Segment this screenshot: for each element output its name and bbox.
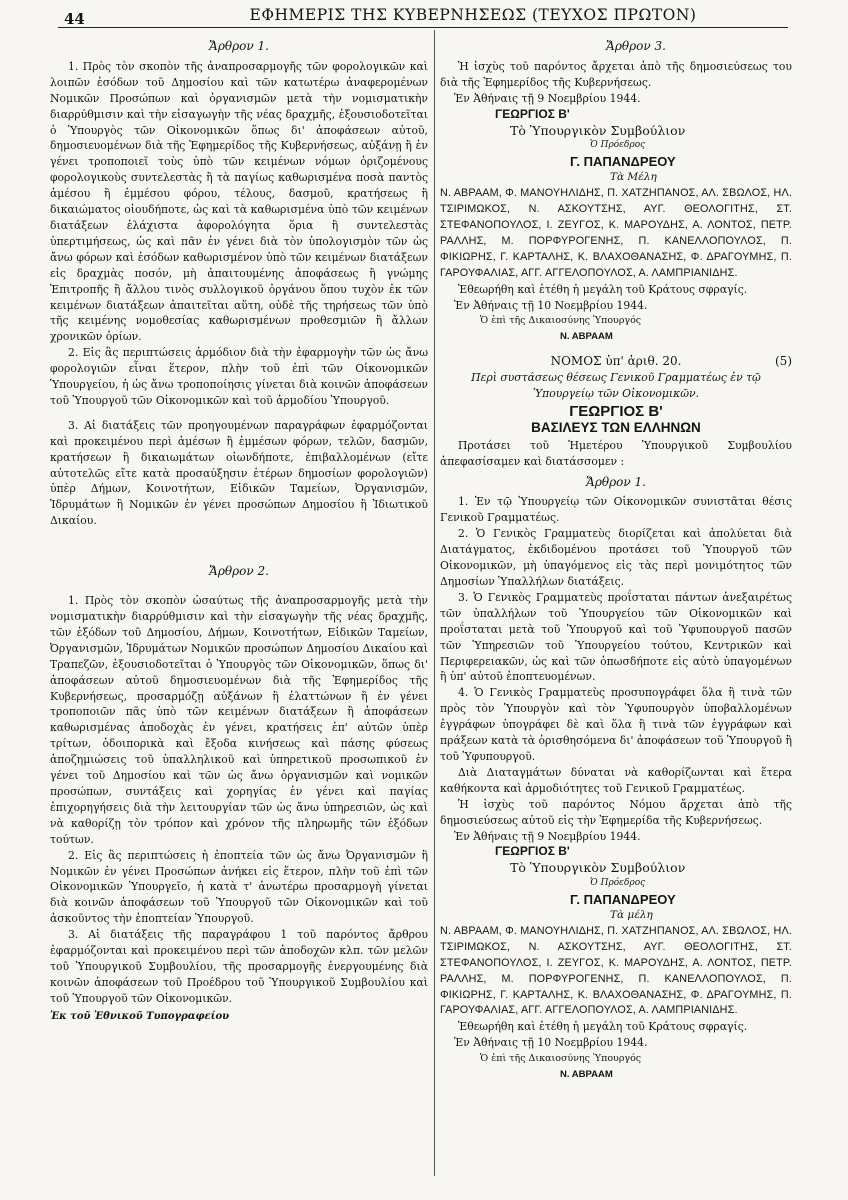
law-paragraph-3: 3. Ὁ Γενικὸς Γραμματεὺς προΐσταται πάντων ἀνεξαιρέτως τῶν ὑπαλλήλων τοῦ Ὑπουργείου τῶν Οἰκονομικῶν καὶ προΐσταται μετὰ τοῦ Ὑπουργοῦ καὶ τοῦ Ὑφυπουργοῦ πασῶν τῶν Ὑπηρεσιῶν τοῦ Ὑπουργείου τούτου, Κεντρικῶν καὶ Περιφερειακῶν, ὡς καὶ τῶν ὁπωσδήποτε εἰς αὐτὸ ὑπαγομένων ἢ ὑπ' αὐτοῦ ἐποπτευομένων. [440, 590, 792, 684]
date-line: Ἐν Ἀθήναις τῇ 10 Νοεμβρίου 1944. [454, 1036, 648, 1050]
column-divider [434, 30, 435, 1176]
date-line: Ἐν Ἀθήναις τῇ 10 Νοεμβρίου 1944. [454, 298, 648, 312]
date-line: Ἐν Ἀθήναις τῇ 9 Νοεμβρίου 1944. [454, 829, 641, 843]
article-2-paragraph-1: 1. Πρὸς τὸν σκοπὸν ὡσαύτως τῆς ἀναπροσαρμογῆς μετὰ τὴν νομισματικὴν διαρρύθμισιν καὶ τὴν εἰσαγωγὴν τῆς νέας δραχμῆς, τῶν ἐξόδων τοῦ Δημοσίου, Δήμων, Κοινοτήτων, Εἰδικῶν Ταμείων, Ὀργανισμῶν, Ἱδρυμάτων Νομικῶν προσώπων Δημοσίου Δικαίου καὶ Τραπεζῶν, ἐξουσιοδοτεῖται ὁ Ὑπουργὸς τῶν Οἰκονομικῶν, ὅπως δι' ἀποφάσεων αὐτοῦ δημοσιευομένων διὰ τῆς Ἐφημερίδος τῆς Κυβερνήσεως, προσαρμόζῃ αὐξάνων ἢ ἐλαττώνων ἢ ἐν γένει τροποποιῶν πᾶς ὑπὸ τῶν κειμένων διατάξεων ἢ ἀποφάσεων καθωρισμένας ἀποδοχὰς ἐν γένει, κρατήσεις ἐπ' αὐτῶν ὑπὲρ τρίτων, ὁδοιπορικὰ καὶ ἔξοδα κινήσεως καὶ πάσης φύσεως ἀποζημιώσεις τοῦ ὑπαλληλικοῦ καὶ ὑπηρετικοῦ προσωπικοῦ ἐν γένει τοῦ Δημοσίου καὶ τῶν ὡς ἄνω ὀργανισμῶν καὶ νομικῶν προσώπων, συντάξεις καὶ χορηγίας ἐν γένει καὶ παγίας ἐπιχορηγήσεις διὰ τὴν λειτουργίαν τῶν ὡς ἄνω ὑπηρεσιῶν, ὡς καὶ νὰ καθορίζῃ τὸν τρόπον καὶ χρόνον τῆς πληρωμῆς τῶν ἐξόδων τούτων. [50, 594, 428, 846]
seal-note: Ἐθεωρήθη καὶ ἐτέθη ἡ μεγάλη τοῦ Κράτους σφραγίς. [458, 1020, 748, 1034]
law-paragraph-1: 1. Ἐν τῷ Ὑπουργείῳ τῶν Οἰκονομικῶν συνιστᾶται θέσις Γενικοῦ Γραμματέως. [440, 495, 792, 525]
council-title: Τὸ Ὑπουργικὸν Συμβούλιον [510, 122, 686, 138]
president-label: Ὁ Πρόεδρος [590, 140, 646, 151]
journal-title: ΕΦΗΜΕΡΙΣ ΤΗΣ ΚΥΒΕΡΝΗΣΕΩΣ (ΤΕΥΧΟΣ ΠΡΩΤΟΝ) [249, 6, 697, 24]
king-signature: ΓΕΩΡΓΙΟΣ Β' [495, 844, 570, 859]
margin-number: (5) [775, 354, 792, 369]
article-3-heading: Ἄρθρον 3. [606, 39, 666, 53]
justice-minister-signature: Ν. ΑΒΡΑΑΜ [560, 1069, 613, 1081]
article-2-heading: Ἄρθρον 2. [209, 564, 269, 579]
law-paragraph-2: 2. Ὁ Γενικὸς Γραμματεὺς διορίζεται καὶ ἀπολύεται διὰ Διατάγματος, ἐκδιδομένου προτάσει τοῦ Ὑπουργοῦ τῶν Οἰκονομικῶν, μὴ ὑπαγόμενος εἰς τὰς περὶ μονιμότητος τῶν Δημοσίων Ὑπαλλήλων διατάξεις. [440, 527, 792, 588]
law-article-1-heading: Ἄρθρον 1. [586, 474, 646, 489]
left-column [50, 34, 428, 1025]
king-name: ΓΕΩΡΓΙΟΣ Β' [569, 402, 663, 420]
article-2-paragraph-2: 2. Εἰς ἃς περιπτώσεις ἡ ἐποπτεία τῶν ὡς ἄνω Ὀργανισμῶν ἢ Νομικῶν ἐν γένει Προσώπων ἀνήκει εἰς ἕτερον, πλὴν τοῦ ἐπὶ τῶν Οἰκονομικῶν Ὑπουργεῖο, ἡ κατὰ τ' ἀνωτέρω προσαρμογὴ γίνεται διὰ κοινῶν ἀποφάσεων τοῦ Ὑπουργοῦ τῶν Οἰκονομικῶν καὶ τοῦ ἀσκοῦντος τὴν ἐποπτείαν Ὑπουργοῦ. [50, 848, 428, 926]
prime-minister-signature: Γ. ΠΑΠΑΝΔΡΕΟΥ [570, 154, 676, 170]
ministers-list: Ν. ΑΒΡΑΑΜ, Φ. ΜΑΝΟΥΗΛΙΔΗΣ, Π. ΧΑΤΖΗΠΑΝΟΣ, ΑΛ. ΣΒΩΛΟΣ, ΗΛ. ΤΣΙΡΙΜΩΚΟΣ, Ν. ΑΣΚΟΥΤΣΗΣ, ΑΥΓ. ΘΕΟΛΟΓΙΤΗΣ, ΣΤ. ΣΤΕΦΑΝΟΠΟΥΛΟΣ, Ι. ΖΕΥΓΟΣ, Κ. ΜΑΡΟΥΔΗΣ, Α. ΛΟΝΤΟΣ, ΠΕΤΡ. ΡΑΛΛΗΣ, Μ. ΠΟΡΦΥΡΟΓΕΝΗΣ, Π. ΚΑΝΕΛΛΟΠΟΥΛΟΣ, Π. ΦΙΚΙΩΡΗΣ, Γ. ΚΑΡΤΑΛΗΣ, Κ. ΒΛΑΧΟΘΑΝΑΣΗΣ, Φ. ΔΡΑΓΟΥΜΗΣ, Π. ΓΑΡΟΥΦΑΛΙΑΣ, ΑΓΓ. ΑΓΓΕΛΟΠΟΥΛΟΣ, Α. ΛΑΜΠΡΙΑΝΙΔΗΣ. [440, 187, 792, 279]
council-title: Τὸ Ὑπουργικὸν Συμβούλιον [510, 860, 686, 876]
members-label: Τὰ Μέλη [610, 171, 657, 184]
page-header [58, 4, 788, 28]
right-column [440, 34, 792, 1083]
article-2-paragraph-3: 3. Αἱ διατάξεις τῆς παραγράφου 1 τοῦ παρόντος ἄρθρου ἐφαρμόζονται καὶ προκειμένου περὶ τῶν ἀποδοχῶν κλπ. τῶν μελῶν τοῦ Ὑπουργικοῦ Συμβουλίου, τῆς προσαρμογῆς ἐνεργουμένης διὰ κοινῶν ἀποφάσεων τοῦ Προέδρου τοῦ Ὑπουργικοῦ Συμβουλίου καὶ τοῦ Ὑπουργοῦ τῶν Οἰκονομικῶν. [50, 928, 428, 1005]
printer-imprint: Ἐκ τοῦ Ἐθνικοῦ Τυπογραφείου [50, 1010, 230, 1022]
seal-note: Ἐθεωρήθη καὶ ἐτέθη ἡ μεγάλη τοῦ Κράτους σφραγίς. [458, 282, 748, 296]
date-line: Ἐν Ἀθήναις τῇ 9 Νοεμβρίου 1944. [454, 91, 641, 105]
king-title: ΒΑΣΙΛΕΥΣ ΤΩΝ ΕΛΛΗΝΩΝ [531, 419, 701, 435]
justice-minister-label: Ὁ ἐπὶ τῆς Δικαιοσύνης Ὑπουργός [480, 315, 642, 327]
law-paragraph-6: Ἡ ἰσχὺς τοῦ παρόντος Νόμου ἄρχεται ἀπὸ τῆς δημοσιεύσεως αὐτοῦ εἰς τὴν Ἐφημερίδα τῆς Κυβερνήσεως. [440, 797, 792, 827]
president-label: Ὁ Πρόεδρος [590, 878, 646, 889]
preamble: Προτάσει τοῦ Ἡμετέρου Ὑπουργικοῦ Συμβουλίου ἀπεφασίσαμεν καὶ διατάσσομεν : [440, 438, 792, 468]
king-signature: ΓΕΩΡΓΙΟΣ Β' [495, 106, 570, 121]
law-title-row [440, 354, 792, 370]
law-title: ΝΟΜΟΣ ὑπ' ἀριθ. 20. [550, 354, 682, 369]
ministers-list: Ν. ΑΒΡΑΑΜ, Φ. ΜΑΝΟΥΗΛΙΔΗΣ, Π. ΧΑΤΖΗΠΑΝΟΣ, ΑΛ. ΣΒΩΛΟΣ, ΗΛ. ΤΣΙΡΙΜΩΚΟΣ, Ν. ΑΣΚΟΥΤΣΗΣ, ΑΥΓ. ΘΕΟΛΟΓΙΤΗΣ, ΣΤ. ΣΤΕΦΑΝΟΠΟΥΛΟΣ, Ι. ΖΕΥΓΟΣ, Κ. ΜΑΡΟΥΔΗΣ, Α. ΛΟΝΤΟΣ, ΠΕΤΡ. ΡΑΛΛΗΣ, Μ. ΠΟΡΦΥΡΟΓΕΝΗΣ, Π. ΚΑΝΕΛΛΟΠΟΥΛΟΣ, Π. ΦΙΚΙΩΡΗΣ, Γ. ΚΑΡΤΑΛΗΣ, Κ. ΒΛΑΧΟΘΑΝΑΣΗΣ, Φ. ΔΡΑΓΟΥΜΗΣ, Π. ΓΑΡΟΥΦΑΛΙΑΣ, ΑΓΓ. ΑΓΓΕΛΟΠΟΥΛΟΣ, Α. ΛΑΜΠΡΙΑΝΙΔΗΣ. [440, 924, 792, 1017]
law-paragraph-5: Διὰ Διαταγμάτων δύναται νὰ καθορίζωνται καὶ ἕτερα καθήκοντα καὶ ἁρμοδιότητες τοῦ Γενικοῦ Γραμματέως. [440, 765, 792, 795]
justice-minister-label: Ὁ ἐπὶ τῆς Δικαιοσύνης Ὑπουργός [480, 1053, 642, 1065]
justice-minister-signature: Ν. ΑΒΡΑΑΜ [560, 331, 613, 343]
article-1-paragraph-2: 2. Εἰς ἃς περιπτώσεις ἁρμόδιον διὰ τὴν ἐφαρμογὴν τῶν ὡς ἄνω φορολογιῶν εἶναι ἕτερον, πλὴν τοῦ ἐπὶ τῶν Οἰκονομικῶν Ὑπουργείου, ἡ ὡς ἄνω τροποποίησις γίνεται διὰ κοινῶν ἀποφάσεων τοῦ Ὑπουργοῦ τῶν Οἰκονομικῶν καὶ τοῦ ἁρμοδίου Ὑπουργοῦ. [50, 346, 428, 407]
law-subject: Περὶ συστάσεως θέσεως Γενικοῦ Γραμματέως ἐν τῷ Ὑπουργείῳ τῶν Οἰκονομικῶν. [471, 371, 761, 401]
article-3-text: Ἡ ἰσχὺς τοῦ παρόντος ἄρχεται ἀπὸ τῆς δημοσιεύσεως του διὰ τῆς Ἐφημερίδος τῆς Κυβερνήσεως. [440, 59, 792, 89]
members-label: Τὰ μέλη [610, 909, 653, 922]
prime-minister-signature: Γ. ΠΑΠΑΝΔΡΕΟΥ [570, 892, 676, 908]
article-1-heading: Ἄρθρον 1. [209, 39, 269, 53]
page-number: 44 [64, 10, 85, 28]
article-1-paragraph-1: 1. Πρὸς τὸν σκοπὸν τῆς ἀναπροσαρμογῆς τῶν φορολογικῶν καὶ λοιπῶν ἐσόδων τοῦ Δημοσίου καὶ τῶν κατωτέρω ἀναφερομένων Νομικῶν Προσώπων καὶ ὀργανισμῶν μετὰ τὴν νομισματικὴν διαρρύθμισιν καὶ τὴν εἰσαγωγὴν τῆς νέας δραχμῆς, ἐξουσιοδοτεῖται ὁ Ὑπουργὸς τῶν Οἰκονομικῶν ὅπως δι' ἀποφάσεων αὐτοῦ, δημοσιευομένων διὰ τῆς Ἐφημερίδος τῆς Κυβερνήσεως, αὐξάνῃ ἢ ἐν γένει τροποποιεῖ τοὺς ὑπὸ τῶν κειμένων νόμων ὁριζομένους φορολογικοὺς συντελεστὰς ἢ τὰ παγίως καθωρισμένα ποσὰ παντὸς ἀμέσου ἢ ἐμμέσου φόρου, τέλους, δασμοῦ, κρατήσεως ἢ δικαιώματος οἱουδήποτε, ὡς καὶ τὰ καθωρισμένα ὑπὸ τῶν κειμένων διατάξεων ἐλάχιστα ἀφορολόγητα ὅρια ἢ συντελεστὰς ὑπερτιμήσεως, ὡς καὶ πᾶν ἐν γένει διὰ τὸν ὑπολογισμὸν τῶν ὡς ἄνω φόρων καὶ ἐσόδων καθωρισμένον ὑπὸ τῶν κειμένων διατάξεων εἰς δραχμὰς ποσόν, μὴ ἀπαιτουμένης ἀποφάσεως ἢ γνώμης Ἐπιτροπῆς ἢ ἄλλου τινὸς συλλογικοῦ ὀργάνου ὅπου τυχὸν ἐκ τῶν κειμένων διατάξεων ἀπαιτεῖται αὕτη, οὐδὲ τῆς τηρήσεως τῶν ὑπὸ τῆς κειμένης νομοθεσίας καθωρισμένων προθεσμιῶν ἢ ἄλλων χρονικῶν ὁρίων. [50, 59, 428, 344]
article-1-paragraph-3: 3. Αἱ διατάξεις τῶν προηγουμένων παραγράφων ἐφαρμόζονται καὶ προκειμένου περὶ ἀμέσων ἢ ἐμμέσων φόρων, τελῶν, δασμῶν, κρατήσεων ἢ δικαιωμάτων οἱωνδήποτε, ἐπιβαλλομένων (εἴτε αὐτοτελῶς εἴτε κατὰ προσαύξησιν ἑτέρων δημοσίων φορολογιῶν) ὑπὲρ Δήμων, Κοινοτήτων, Εἰδικῶν Ταμείων, Ὀργανισμῶν, Ἱδρυμάτων ἢ Νομικῶν ἐν γένει προσώπων Δημοσίου ἢ Ἰδιωτικοῦ Δικαίου. [50, 418, 428, 528]
law-paragraph-4: 4. Ὁ Γενικὸς Γραμματεὺς προσυπογράφει ὅλα ἢ τινὰ τῶν πρὸς τὸν Ὑπουργὸν καὶ τὸν Ὑφυπουργὸν ὑποβαλλομένων ἐγγράφων ὑπογράφει δὲ καὶ ὅλα ἢ τινὰ τῶν ἐγγράφων καὶ πράξεων κατὰ τὰ ὁρισθησόμενα δι' ἀποφάσεων τοῦ Ὑπουργοῦ ἢ τοῦ Ὑφυπουργοῦ. [440, 686, 792, 763]
